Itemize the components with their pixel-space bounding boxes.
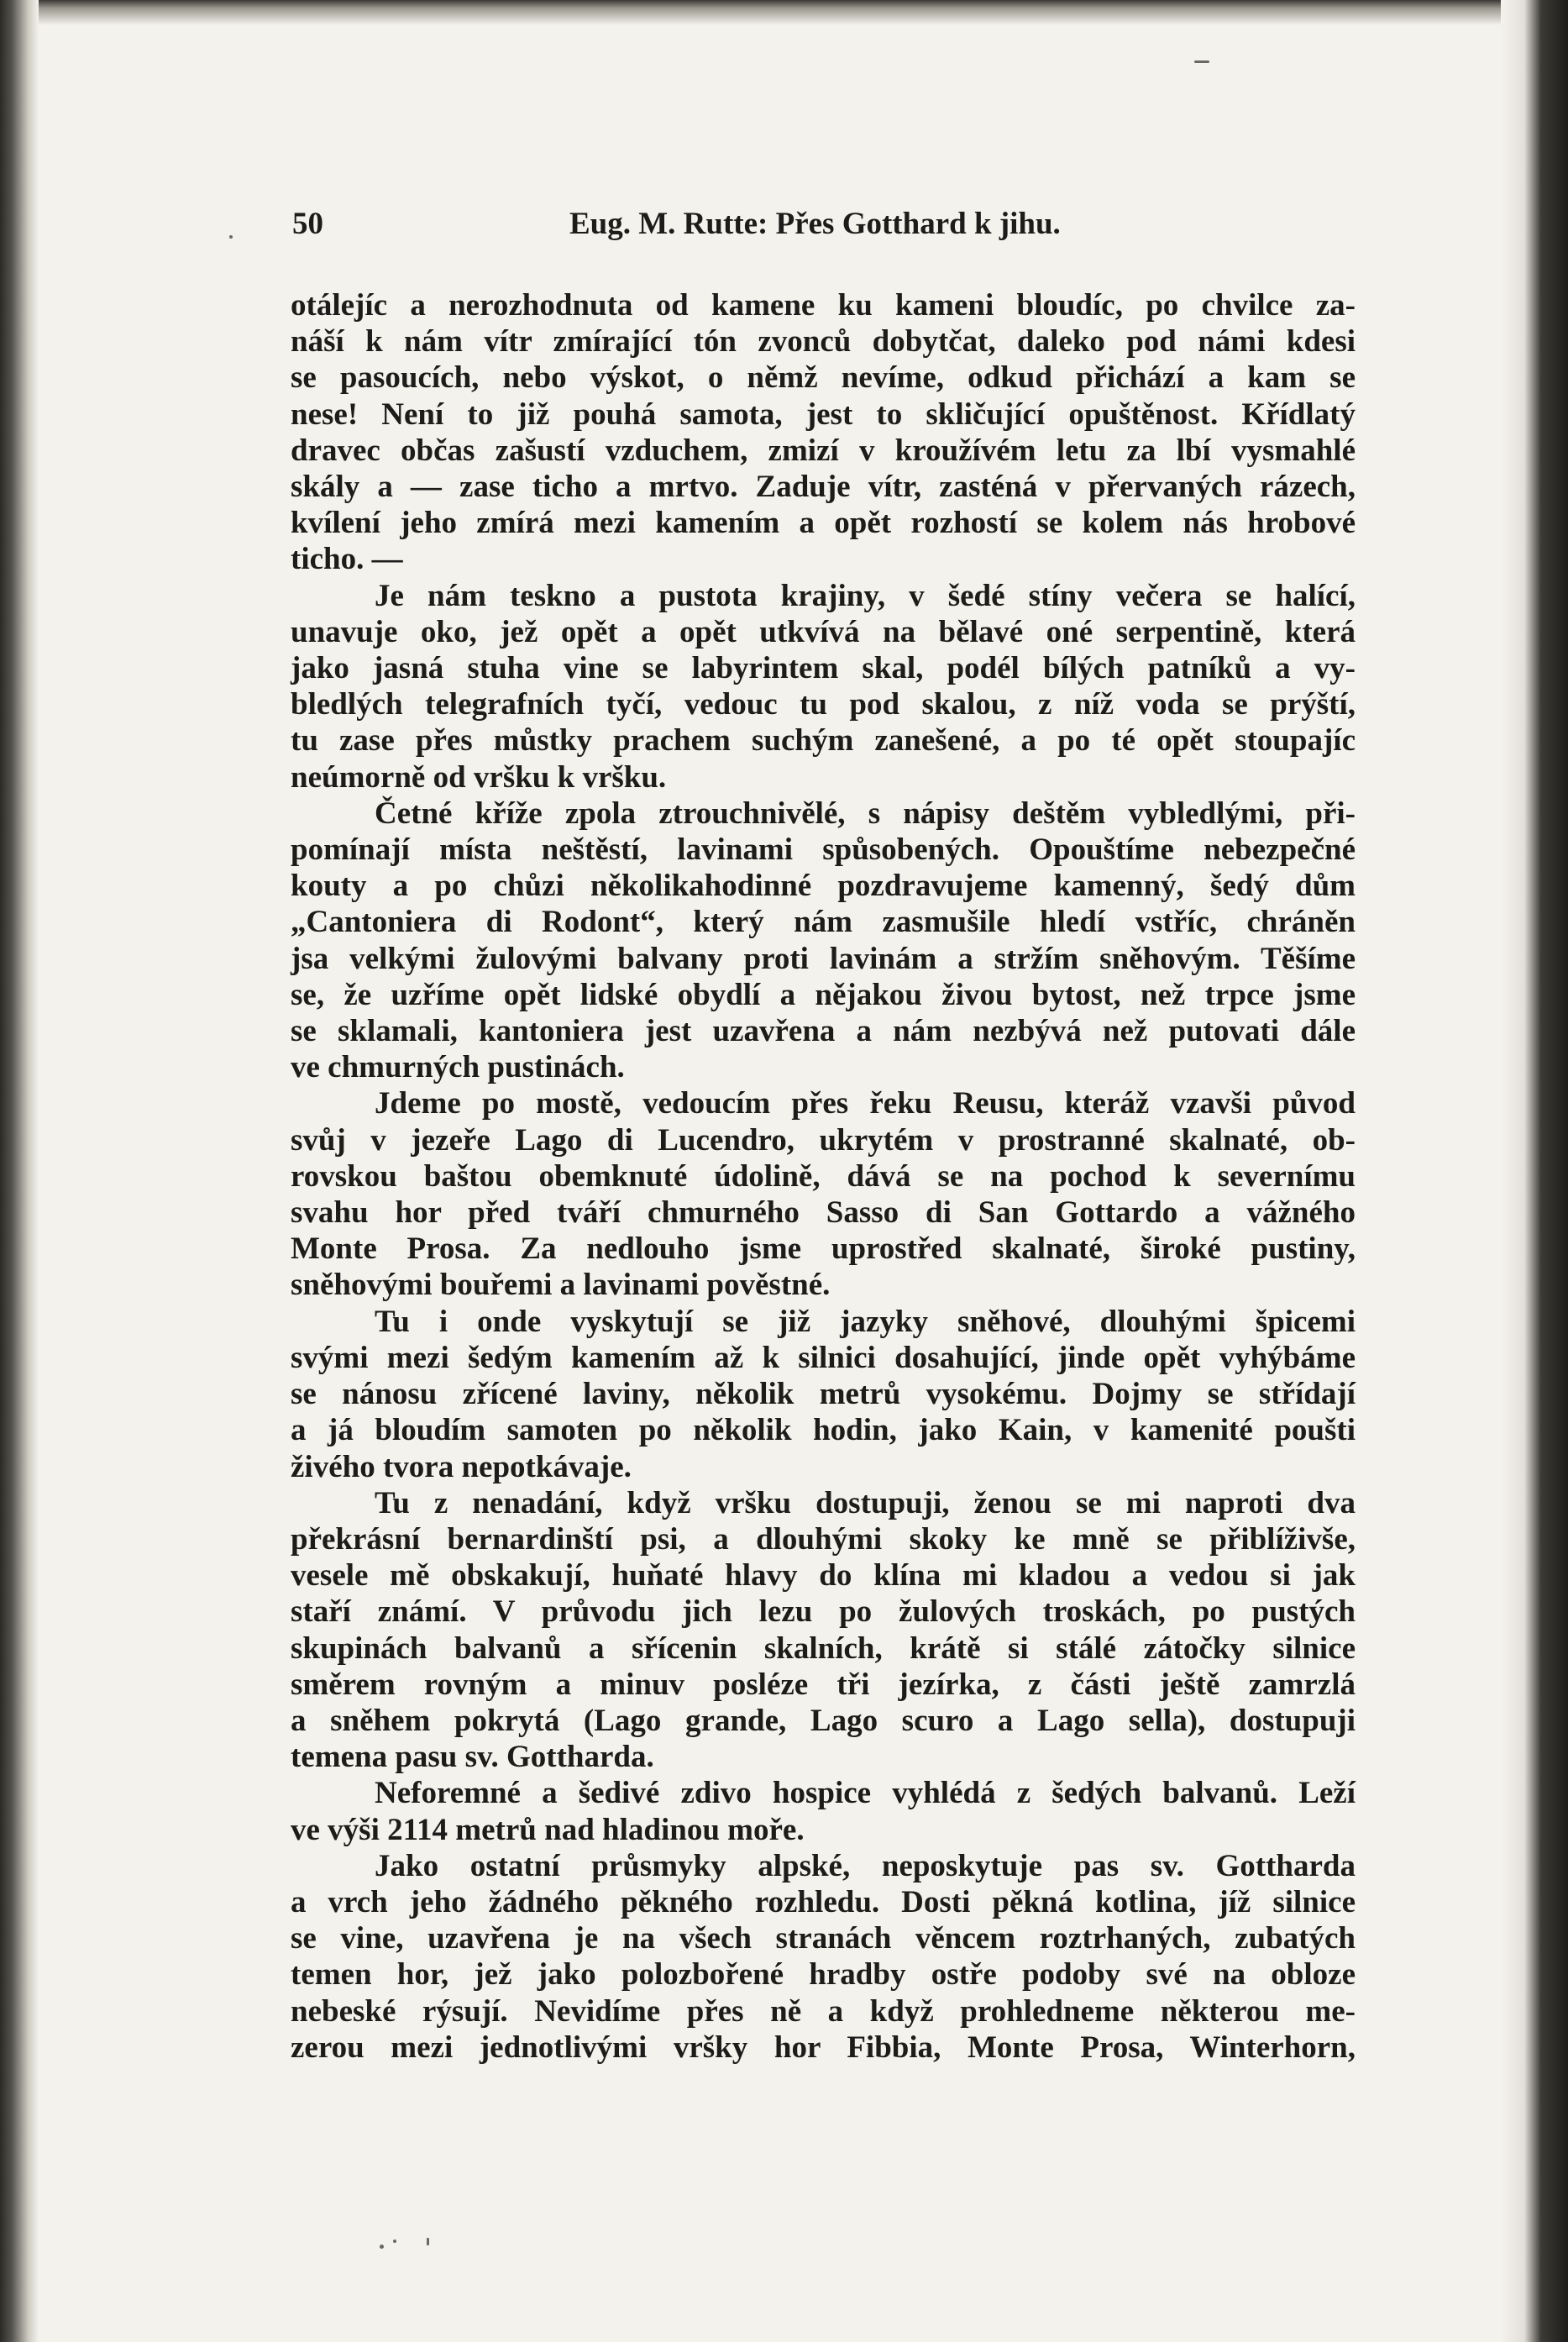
text-line: kvílení jeho zmírá mezi kamením a opět rozhostí se kolem nás hrobové bbox=[291, 506, 1356, 541]
text-line: Monte Prosa. Za nedlouho jsme uprostřed skalnaté, široké pustiny, bbox=[291, 1231, 1356, 1267]
print-speck bbox=[229, 235, 233, 239]
page-top-shadow bbox=[0, 0, 1568, 25]
text-line: vesele mě obskakují, huňaté hlavy do klína mi kladou a vedou si jak bbox=[291, 1558, 1356, 1594]
running-title: Eug. M. Rutte: Přes Gotthard k jihu. bbox=[569, 207, 1061, 241]
text-line: ve chmurných pustinách. bbox=[291, 1050, 625, 1085]
text-line: směrem rovným a minuv posléze tři jezírka, z části ještě zamrzlá bbox=[291, 1667, 1356, 1702]
print-speck bbox=[380, 2245, 384, 2249]
paragraph-first-line: Je nám teskno a pustota krajiny, v šedé stíny večera se halící, bbox=[375, 578, 1356, 613]
text-line: temen hor, jež jako polozbořené hradby ostře podoby své na obloze bbox=[291, 1957, 1356, 1993]
paragraph-first-line: Jdeme po mostě, vedoucím přes řeku Reusu, kteráž vzavši původ bbox=[375, 1086, 1356, 1121]
page-number: 50 bbox=[292, 207, 323, 241]
text-line: skupinách balvanů a sřícenin skalních, krátě si stálé zátočky silnice bbox=[291, 1630, 1356, 1666]
text-line: neúmorně od vršku k vršku. bbox=[291, 759, 667, 795]
text-line: dravec občas zašustí vzduchem, zmizí v kroužívém letu za lbí vysmahlé bbox=[291, 433, 1356, 468]
body-text bbox=[291, 287, 1356, 2066]
print-speck bbox=[1194, 60, 1209, 63]
paragraph-first-line: Neforemné a šedivé zdivo hospice vyhlédá z šedých balvanů. Leží bbox=[375, 1776, 1356, 1811]
text-line: bledlých telegrafních tyčí, vedouc tu pod skalou, z níž voda se prýští, bbox=[291, 687, 1356, 722]
paragraph-first-line: Tu z nenadání, když vršku dostupuji, ženou se mi naproti dva bbox=[375, 1485, 1356, 1520]
text-line: ve výši 2114 metrů nad hladinou moře. bbox=[291, 1812, 805, 1847]
text-line: pomínají místa neštěstí, lavinami spůsobených. Opouštíme nebezpečné bbox=[291, 832, 1356, 868]
text-line: se nánosu zřícené laviny, několik metrů vysokému. Dojmy se střídají bbox=[291, 1377, 1356, 1412]
paragraph-first-line: Jako ostatní průsmyky alpské, neposkytuje pas sv. Gottharda bbox=[375, 1848, 1356, 1883]
text-line: svahu hor před tváří chmurného Sasso di San Gottardo a vážného bbox=[291, 1195, 1356, 1231]
paragraph-first-line: Četné kříže zpola ztrouchnivělé, s nápisy deštěm vybledlými, při- bbox=[375, 796, 1356, 831]
text-line: a já bloudím samoten po několik hodin, jako Kain, v kamenité poušti bbox=[291, 1413, 1356, 1448]
text-line: tu zase přes můstky prachem suchým zanešené, a po té opět stoupajíc bbox=[291, 723, 1356, 759]
text-line: svými mezi šedým kamením až k silnici dosahující, jinde opět vyhýbáme bbox=[291, 1340, 1356, 1375]
paragraph-first-line: Tu i onde vyskytují se již jazyky sněhové, dlouhými špicemi bbox=[375, 1304, 1356, 1339]
text-line: svůj v jezeře Lago di Lucendro, ukrytém v prostranné skalnaté, ob- bbox=[291, 1122, 1356, 1158]
text-line: temena pasu sv. Gottharda. bbox=[291, 1740, 654, 1775]
text-line: kouty a po chůzi několikahodinné pozdravujeme kamenný, šedý dům bbox=[291, 869, 1356, 904]
book-gutter-shadow bbox=[0, 0, 39, 2342]
text-line: a vrch jeho žádného pěkného rozhledu. Dosti pěkná kotlina, jíž silnice bbox=[291, 1884, 1356, 1919]
text-line: unavuje oko, jež opět a opět utkvívá na bělavé oné serpentině, která bbox=[291, 614, 1356, 649]
text-line: skály a — zase ticho a mrtvo. Zaduje vítr, zasténá v přervaných rázech, bbox=[291, 470, 1356, 505]
text-line: sněhovými bouřemi a lavinami pověstné. bbox=[291, 1268, 831, 1303]
print-speck bbox=[393, 2240, 396, 2243]
text-line: překrásní bernardinští psi, a dlouhými skoky ke mně se přiblíživše, bbox=[291, 1521, 1356, 1557]
text-line: zerou mezi jednotlivými vršky hor Fibbia, Monte Prosa, Winterhorn, bbox=[291, 2030, 1356, 2065]
text-line: nebeské rýsují. Nevidíme přes ně a když prohledneme některou me- bbox=[291, 1993, 1356, 2029]
text-line: rovskou baštou obemknuté údolině, dává se na pochod k severnímu bbox=[291, 1158, 1356, 1194]
text-line: a sněhem pokrytá (Lago grande, Lago scuro a Lago sella), dostupuji bbox=[291, 1703, 1356, 1738]
text-line: se, že uzříme opět lidské obydlí a nějakou živou bytost, než trpce jsme bbox=[291, 977, 1356, 1012]
text-line: jako jasná stuha vine se labyrintem skal, podél bílých patníků a vy- bbox=[291, 651, 1356, 686]
text-line: otálejíc a nerozhodnuta od kamene ku kameni bloudíc, po chvilce za- bbox=[291, 288, 1356, 323]
text-line: se vine, uzavřena je na všech stranách věncem roztrhaných, zubatých bbox=[291, 1921, 1356, 1956]
page-right-edge-shadow bbox=[1501, 0, 1568, 2342]
text-line: staří známí. V průvodu jich lezu po žulových troskách, po pustých bbox=[291, 1594, 1356, 1630]
text-line: živého tvora nepotkávaje. bbox=[291, 1449, 632, 1484]
text-line: se pasoucích, nebo výskot, o němž nevíme, odkud přichází a kam se bbox=[291, 360, 1356, 396]
text-line: „Cantoniera di Rodont“, který nám zasmušile hledí vstříc, chráněn bbox=[291, 905, 1356, 940]
print-speck bbox=[427, 2238, 429, 2245]
text-line: se sklamali, kantoniera jest uzavřena a nám nezbývá než putovati dále bbox=[291, 1014, 1356, 1049]
text-line: jsa velkými žulovými balvany proti lavinám a stržím sněhovým. Těšíme bbox=[291, 941, 1356, 976]
text-line: nese! Není to již pouhá samota, jest to skličující opuštěnost. Křídlatý bbox=[291, 396, 1356, 432]
text-line: ticho. — bbox=[291, 542, 403, 577]
text-line: náší k nám vítr zmírající tón zvonců dobytčat, daleko pod námi kdesi bbox=[291, 324, 1356, 360]
